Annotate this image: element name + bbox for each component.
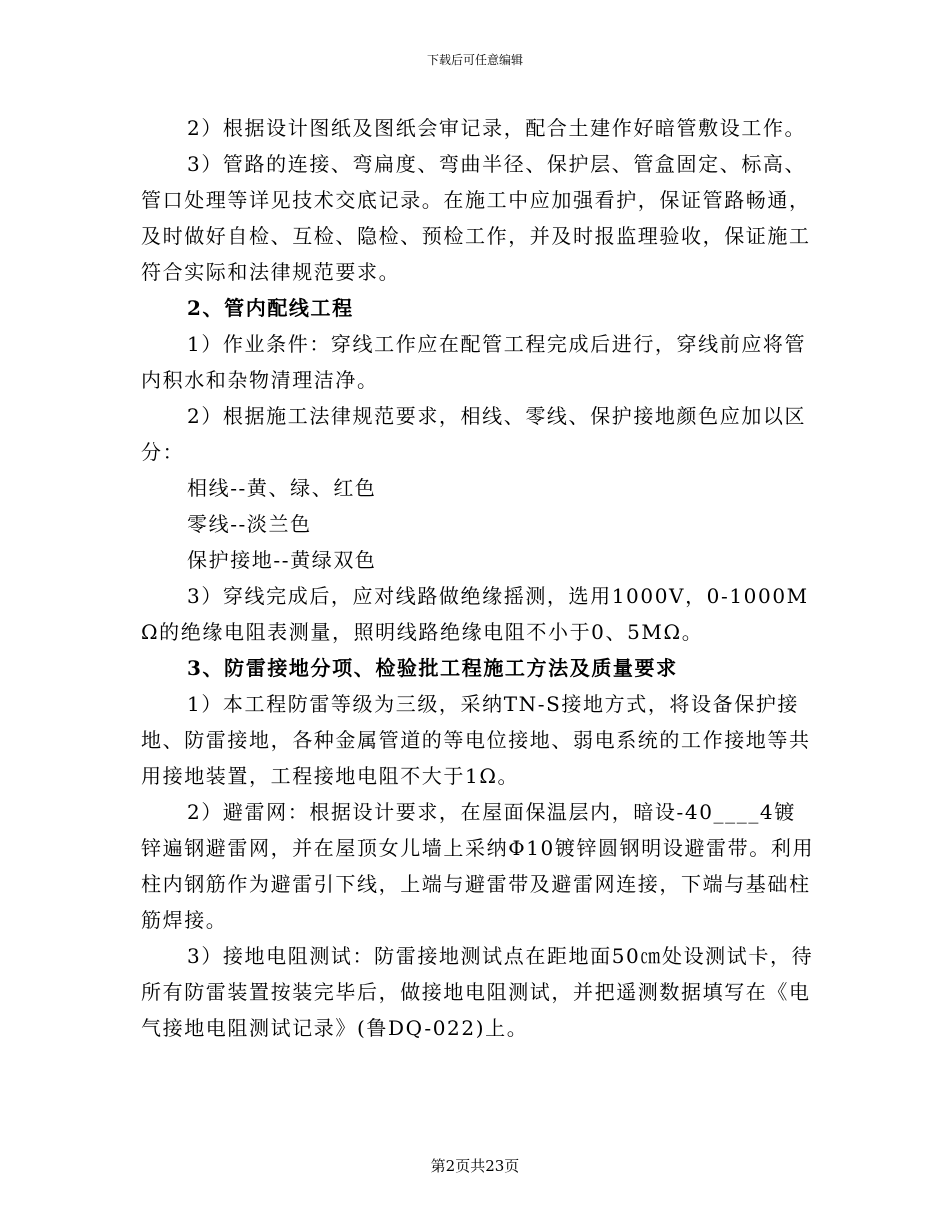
paragraph-wire-colors: 2）根据施工法律规范要求，相线、零线、保护接地颜色应加以区分： [141, 404, 807, 464]
paragraph-insulation-test: 3）穿线完成后，应对线路做绝缘摇测，选用1000V，0-1000MΩ的绝缘电阻表测量，照明线路绝缘电阻不小于0、5MΩ。 [141, 584, 809, 644]
paragraph-lightning-level: 1）本工程防雷等级为三级，采纳TN-S接地方式，将设备保护接地、防雷接地，各种金属管道的等电位接地、弱电系统的工作接地等共用接地装置，工程接地电阻不大于1Ω。 [141, 692, 811, 788]
wire-color-ground: 保护接地--黄绿双色 [187, 548, 377, 572]
section-heading-wiring: 2、管内配线工程 [187, 296, 354, 320]
paragraph-item-3: 3）管路的连接、弯扁度、弯曲半径、保护层、管盒固定、标高、管口处理等详见技术交底记录。在施工中应加强看护，保证管路畅通，及时做好自检、互检、隐检、预检工作，并及时报监理验收，保证施工符合实际和法律规范要求。 [141, 152, 811, 284]
page-header: 下载后可任意编辑 [426, 53, 523, 67]
section-heading-lightning: 3、防雷接地分项、检验批工程施工方法及质量要求 [187, 656, 678, 680]
paragraph-lightning-net: 2）避雷网：根据设计要求，在屋面保温层内，暗设-40____4镀锌遍钢避雷网，并在屋顶女儿墙上采纳Φ10镀锌圆钢明设避雷带。利用柱内钢筋作为避雷引下线，上端与避雷带及避雷网连接，下端与基础柱筋焊接。 [141, 800, 815, 932]
paragraph-wiring-conditions: 1）作业条件：穿线工作应在配管工程完成后进行，穿线前应将管内积水和杂物清理洁净。 [141, 332, 807, 392]
document-body [141, 110, 816, 1046]
paragraph-item-2: 2）根据设计图纸及图纸会审记录，配合土建作好暗管敷设工作。 [187, 116, 807, 140]
page-footer: 第2页共23页 [430, 1157, 520, 1175]
paragraph-ground-resistance-test: 3）接地电阻测试：防雷接地测试点在距地面50㎝处设测试卡，待所有防雷装置按装完毕后，做接地电阻测试，并把遥测数据填写在《电气接地电阻测试记录》(鲁DQ-022)上。 [141, 944, 814, 1040]
wire-color-neutral: 零线--淡兰色 [187, 512, 312, 536]
wire-color-phase: 相线--黄、绿、红色 [187, 476, 377, 500]
